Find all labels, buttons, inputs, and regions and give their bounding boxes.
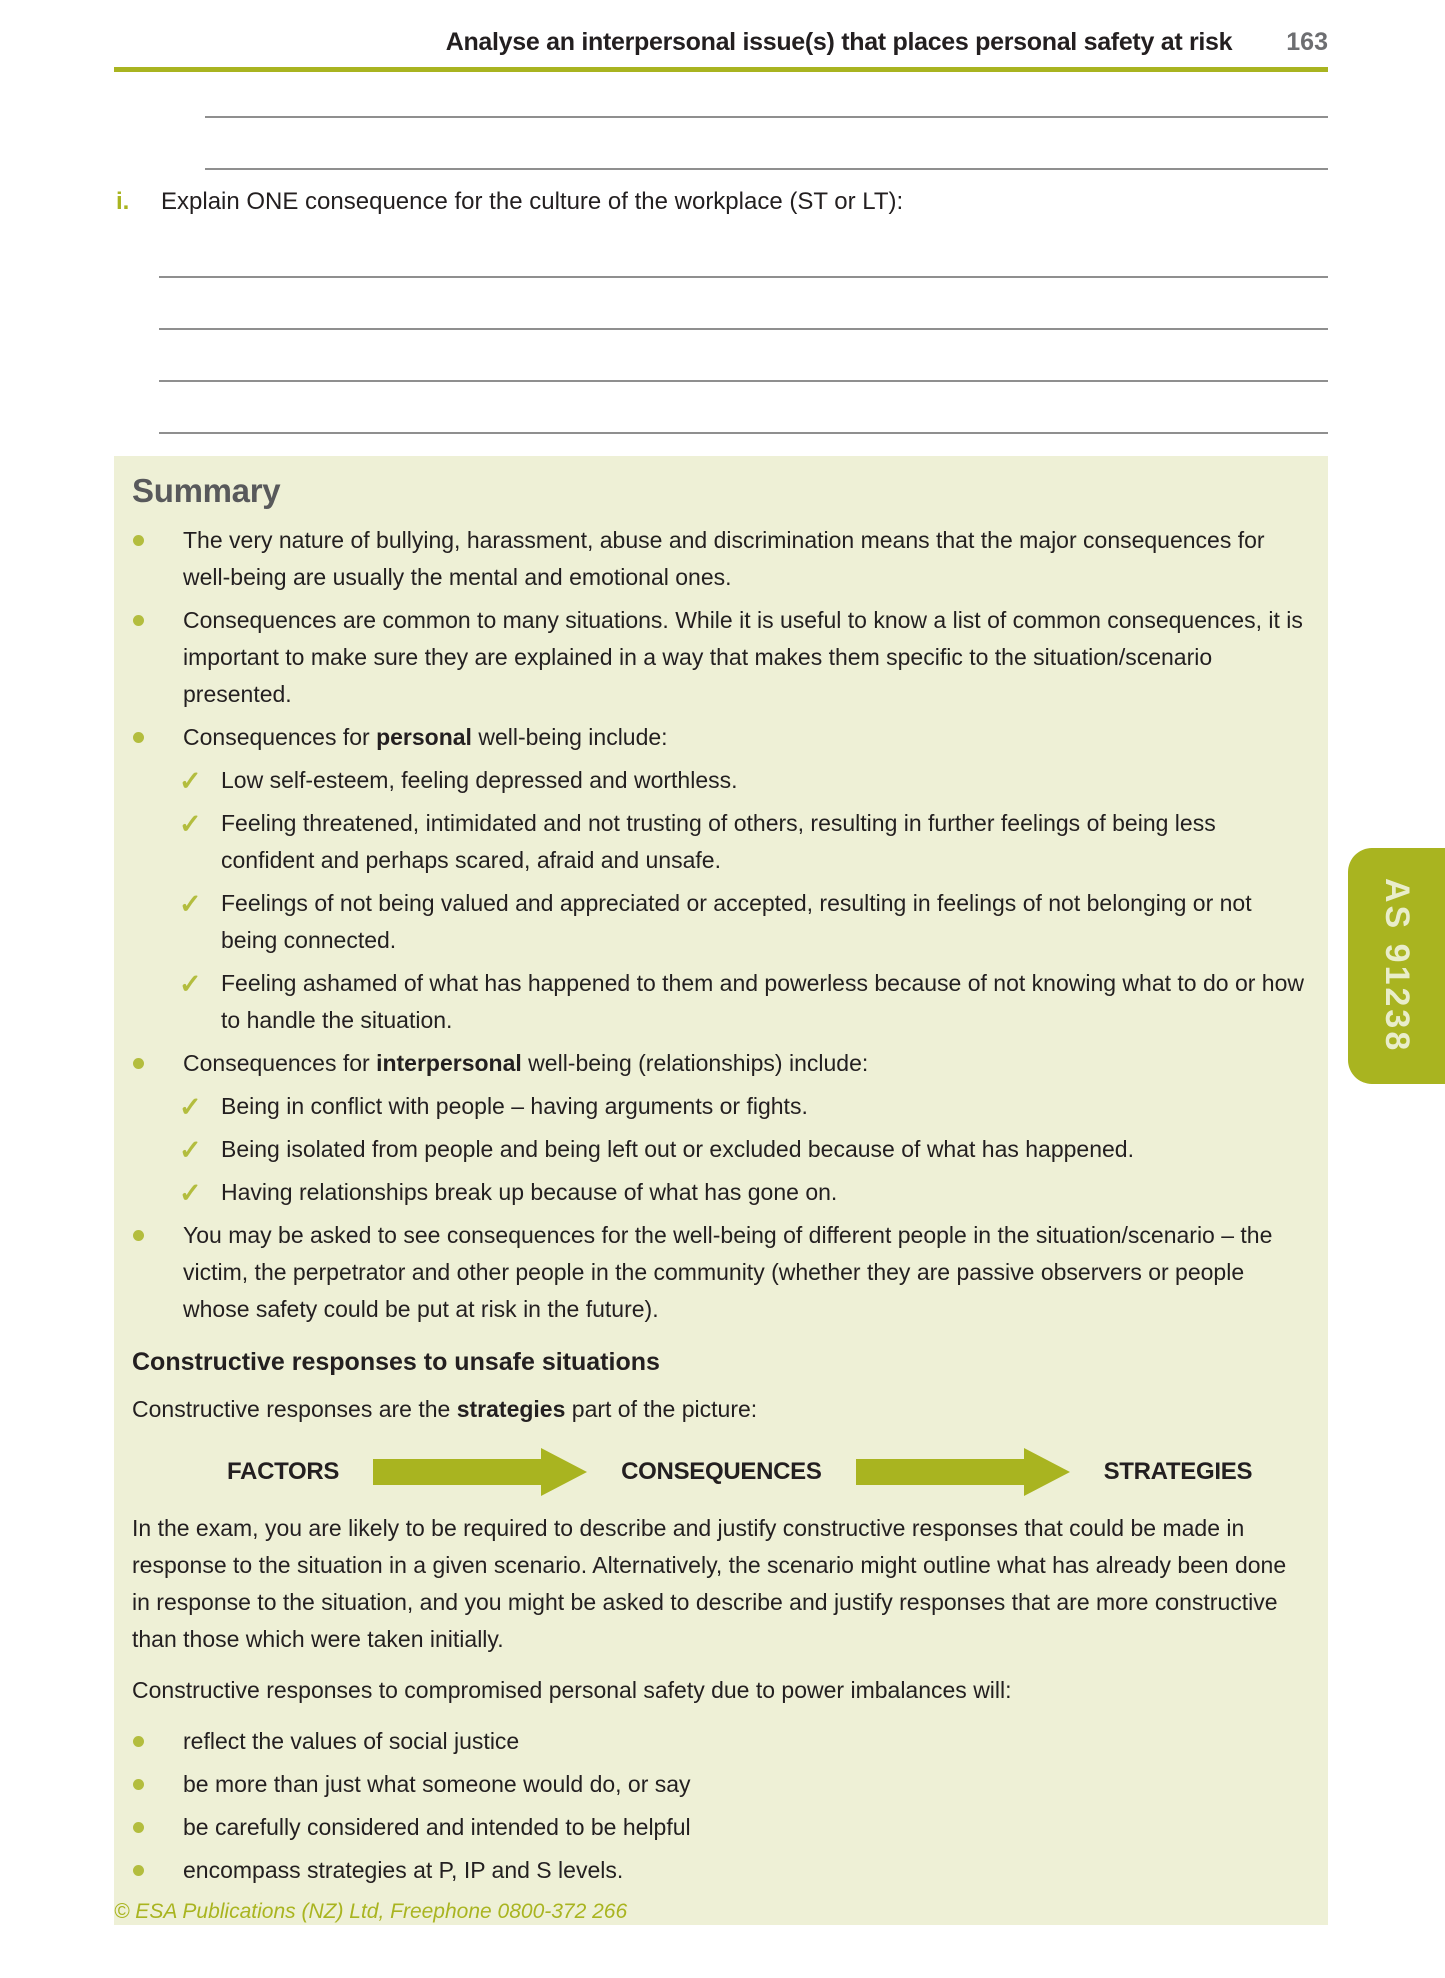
responses-intro: Constructive responses to compromised personal safety due to power imbalances will:	[132, 1677, 1012, 1703]
answer-line[interactable]	[205, 72, 1328, 118]
emphasis-strategies: strategies	[456, 1396, 566, 1422]
check-item-text: Being isolated from people and being left out or excluded because of what has happened.	[221, 1136, 1134, 1162]
check-list-item	[132, 1174, 1308, 1211]
list-item-text: Consequences for	[183, 724, 377, 750]
checkmark-icon: ✓	[179, 1135, 202, 1165]
summary-box	[114, 456, 1328, 1925]
right-arrow-icon	[373, 1448, 587, 1496]
right-arrow-icon	[856, 1448, 1070, 1496]
list-item	[132, 602, 1308, 713]
checkmark-icon: ✓	[179, 809, 202, 839]
check-list-item	[132, 805, 1308, 879]
achievement-standard-label: AS 91238	[1378, 878, 1416, 1054]
bullet-icon	[133, 1779, 144, 1790]
list-item-text: You may be asked to see consequences for the well-being of different people in the situation/scenario – the victim, the perpetrator and other people in the community (whether they are passive observers or people whose safety could be put at risk in the future).	[183, 1222, 1273, 1322]
page-number: 163	[1286, 28, 1328, 56]
list-item	[132, 522, 1308, 596]
answer-line[interactable]	[159, 382, 1328, 434]
publisher-footer: © ESA Publications (NZ) Ltd, Freephone 0800-372 266	[114, 1900, 628, 1923]
achievement-standard-tab	[1348, 848, 1445, 1084]
check-item-text: Feelings of not being valued and appreciated or accepted, resulting in feelings of not belonging or not being connected.	[221, 890, 1252, 953]
paragraph-text: Constructive responses are the	[132, 1396, 457, 1422]
list-item-text: reflect the values of social justice	[183, 1728, 520, 1754]
question-text: Explain ONE consequence for the culture of the workplace (ST or LT):	[161, 188, 904, 215]
bullet-icon	[133, 1736, 144, 1747]
checkmark-icon: ✓	[179, 1178, 202, 1208]
arrow-head	[1024, 1448, 1070, 1496]
check-list-item	[132, 965, 1308, 1039]
check-list-item	[132, 762, 1308, 799]
answer-lines-question	[159, 218, 1328, 434]
list-item	[132, 719, 1308, 756]
bullet-icon	[133, 1058, 144, 1069]
arrow-head	[541, 1448, 587, 1496]
bullet-icon	[133, 1822, 144, 1833]
summary-heading: Summary	[132, 472, 281, 509]
bullet-icon	[133, 1230, 144, 1241]
list-item	[132, 1852, 1308, 1889]
bullet-icon	[133, 615, 144, 626]
check-item-text: Feeling ashamed of what has happened to them and powerless because of not knowing what to do or how to handle the situation.	[221, 970, 1304, 1033]
emphasis-interpersonal: interpersonal	[376, 1050, 522, 1076]
answer-line[interactable]	[159, 278, 1328, 330]
check-list-item	[132, 1088, 1308, 1125]
arrow-shaft	[856, 1459, 1024, 1485]
list-item-text: well-being (relationships) include:	[521, 1050, 869, 1076]
bullet-icon	[133, 1865, 144, 1876]
list-item-text: well-being include:	[471, 724, 668, 750]
check-item-text: Feeling threatened, intimidated and not trusting of others, resulting in further feelings of being less confident and perhaps scared, afraid and unsafe.	[221, 810, 1216, 873]
list-item	[132, 1045, 1308, 1082]
bullet-icon	[133, 535, 144, 546]
answer-line[interactable]	[159, 218, 1328, 278]
list-item-text: Consequences are common to many situations. While it is useful to know a list of common consequences, it is important to make sure they are explained in a way that makes them specific to the situation/scenario presented.	[183, 607, 1303, 707]
constructive-responses-heading: Constructive responses to unsafe situations	[132, 1348, 660, 1376]
arrow-shaft	[373, 1459, 541, 1485]
list-item-text: be more than just what someone would do, or say	[183, 1771, 691, 1797]
answer-line[interactable]	[205, 118, 1328, 170]
exam-paragraph: In the exam, you are likely to be required to describe and justify constructive responses that could be made in response to the situation in a given scenario. Alternatively, the scenario might outline what has already been done in response to the situation, and you might be asked to describe and justify responses that are more constructive than those which were taken initially.	[132, 1515, 1287, 1652]
check-list-item	[132, 1131, 1308, 1168]
checkmark-icon: ✓	[179, 969, 202, 999]
list-item-text: The very nature of bullying, harassment, abuse and discrimination means that the major consequences for well-being are usually the mental and emotional ones.	[183, 527, 1265, 590]
checkmark-icon: ✓	[179, 766, 202, 796]
factors-consequences-strategies-diagram	[227, 1448, 1308, 1496]
page-header	[114, 0, 1328, 57]
list-item-text: be carefully considered and intended to be helpful	[183, 1814, 691, 1840]
check-item-text: Being in conflict with people – having arguments or fights.	[221, 1093, 808, 1119]
check-list-item	[132, 885, 1308, 959]
list-item	[132, 1723, 1308, 1760]
question-marker: i.	[116, 188, 130, 215]
bullet-icon	[133, 732, 144, 743]
page-title: Analyse an interpersonal issue(s) that places personal safety at risk	[445, 28, 1233, 56]
diagram-label-factors: FACTORS	[227, 1458, 340, 1485]
constructive-intro	[132, 1391, 1308, 1428]
list-item-text: Consequences for	[183, 1050, 377, 1076]
checkmark-icon: ✓	[179, 889, 202, 919]
list-item-text: encompass strategies at P, IP and S levels.	[183, 1857, 624, 1883]
diagram-label-strategies: STRATEGIES	[1103, 1458, 1253, 1485]
answer-line[interactable]	[159, 330, 1328, 382]
check-item-text: Having relationships break up because of what has gone on.	[221, 1179, 838, 1205]
list-item	[132, 1766, 1308, 1803]
page-content	[114, 0, 1328, 1925]
list-item	[132, 1809, 1308, 1846]
question-i	[114, 186, 1328, 218]
list-item	[132, 1217, 1308, 1328]
diagram-label-consequences: CONSEQUENCES	[621, 1458, 822, 1485]
paragraph-text: part of the picture:	[565, 1396, 758, 1422]
answer-lines-top	[205, 72, 1328, 170]
emphasis-personal: personal	[376, 724, 472, 750]
check-item-text: Low self-esteem, feeling depressed and worthless.	[221, 767, 738, 793]
checkmark-icon: ✓	[179, 1092, 202, 1122]
